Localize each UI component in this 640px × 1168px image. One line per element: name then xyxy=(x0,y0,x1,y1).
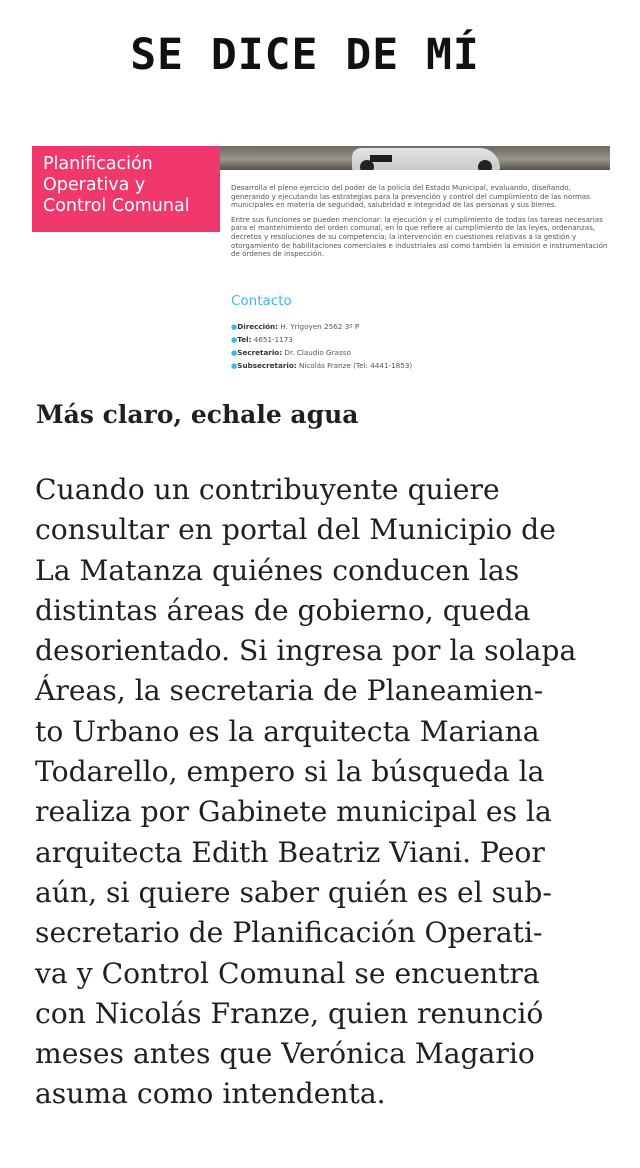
body-line: Cuando un contribuyente quiere xyxy=(35,473,500,506)
body-line: va y Control Comunal se encuentra xyxy=(35,956,540,990)
body-line: aún, si quiere saber quién es el sub- xyxy=(35,875,552,909)
contact-item xyxy=(231,320,412,333)
banner-line: Control Comunal xyxy=(43,196,190,216)
article-body xyxy=(35,470,610,1115)
bullet-icon: ● xyxy=(231,335,238,344)
body-line: meses antes que Verónica Magario xyxy=(35,1037,535,1071)
masthead-title: SE DICE DE MÍ xyxy=(130,30,480,80)
article-headline: Más claro, echale agua xyxy=(36,400,359,429)
contact-item xyxy=(231,333,412,346)
bullet-icon: ● xyxy=(231,361,238,370)
body-line: Todarello, empero si la búsqueda la xyxy=(35,755,545,789)
contact-label: Tel: xyxy=(237,335,252,344)
contact-label: Dirección: xyxy=(237,322,279,331)
wheel-shape xyxy=(478,160,492,170)
body-line: distintas áreas de gobierno, queda xyxy=(35,593,531,627)
bullet-icon: ● xyxy=(231,322,238,331)
body-line: La Matanza quiénes conducen las xyxy=(35,553,520,587)
description-paragraph: Entre sus funciones se pueden mencionar: la ejecución y el cumplimiento de todas las tareas necesarias para el mantenimiento del orden comunal, en lo que refiere al cumplimiento de las leyes, ordenanzas, decretos y resoluciones de su competencia; la intervención en cuestiones relativas a la gestión y otorgamiento de habilitaciones comerciales e industriales así como también la emisión e instrumentación de órdenes de inspección. xyxy=(231,214,608,259)
contact-value: H. Yrigoyen 2562 3º P xyxy=(280,322,360,331)
description-paragraph: Desarrolla el pleno ejercicio del poder de la policía del Estado Municipal, evaluando, diseñando, generando y ejecutando las estrategias para la prevención y control del cumplimiento de las normas municipales en materia de seguridad, salubridad e integridad de las personas y sus bienes. xyxy=(231,183,590,210)
body-line: asuma como intendenta. xyxy=(35,1077,386,1111)
section-banner xyxy=(32,146,220,232)
contact-list xyxy=(231,320,412,372)
contact-label: Secretario: xyxy=(237,348,283,357)
wheel-shape xyxy=(360,160,374,170)
body-line: con Nicolás Franze, quien renunció xyxy=(35,996,544,1030)
banner-line: Operativa y xyxy=(43,175,146,195)
contact-value: 4651-1173 xyxy=(253,335,293,344)
body-line: consultar en portal del Municipio de xyxy=(35,513,556,547)
body-line: realiza por Gabinete municipal es la xyxy=(35,795,552,829)
banner-line: Planificación xyxy=(43,154,153,174)
municipal-web-screenshot xyxy=(32,146,610,376)
contact-value: Nicolás Franze (Tel: 4441-1853) xyxy=(298,361,413,370)
bullet-icon: ● xyxy=(231,348,238,357)
body-line: to Urbano es la arquitecta Mariana xyxy=(35,714,540,748)
section-description xyxy=(231,184,609,265)
body-line: secretario de Planificación Operati- xyxy=(35,916,543,950)
contact-item xyxy=(231,359,412,372)
contact-item xyxy=(231,346,412,359)
contact-heading: Contacto xyxy=(231,293,292,309)
body-line: desorientado. Si ingresa por la solapa xyxy=(35,634,577,668)
license-plate xyxy=(370,155,392,162)
body-line: Áreas, la secretaria de Planeamien- xyxy=(35,674,544,708)
contact-label: Subsecretario: xyxy=(237,361,297,370)
body-line: arquitecta Edith Beatriz Viani. Peor xyxy=(35,835,545,869)
contact-value: Dr. Claudio Grasso xyxy=(284,348,351,357)
header-photo xyxy=(220,146,610,170)
